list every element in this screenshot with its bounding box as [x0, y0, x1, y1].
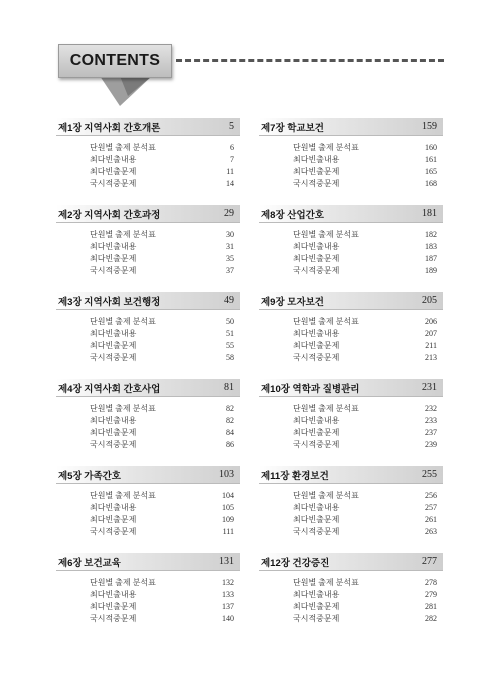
chapter-entries: [56, 141, 240, 189]
chapter-page-number: 255: [422, 469, 437, 480]
entry-label: 최다빈출문제: [293, 253, 340, 263]
entry-page-number: 239: [425, 439, 437, 449]
chapter-heading[interactable]: [56, 553, 240, 571]
toc-entry[interactable]: [259, 165, 443, 177]
entry-page-number: 257: [425, 502, 437, 512]
entry-label: 최다빈출내용: [293, 154, 340, 164]
left-column: [56, 118, 240, 640]
chapter-page-number: 277: [422, 556, 437, 567]
chapter-page-number: 29: [224, 208, 234, 219]
entry-label: 단원별 출제 분석표: [90, 490, 156, 500]
entry-page-number: 109: [222, 514, 234, 524]
entry-label: 단원별 출제 분석표: [293, 229, 359, 239]
entry-label: 단원별 출제 분석표: [293, 577, 359, 587]
entry-page-number: 281: [425, 601, 437, 611]
entry-page-number: 206: [425, 316, 437, 326]
entry-label: 국시적중문제: [293, 265, 340, 275]
entry-page-number: 213: [425, 352, 437, 362]
toc-entry[interactable]: [56, 351, 240, 363]
entry-page-number: 133: [222, 589, 234, 599]
entry-page-number: 105: [222, 502, 234, 512]
entry-page-number: 11: [226, 166, 234, 176]
toc-entry[interactable]: [259, 612, 443, 624]
entry-label: 최다빈출내용: [90, 502, 137, 512]
entry-label: 최다빈출문제: [90, 514, 137, 524]
chapter-title: 제9장 모자보건: [261, 296, 324, 308]
chapter-entries: [259, 141, 443, 189]
toc-entry[interactable]: [259, 576, 443, 588]
entry-label: 단원별 출제 분석표: [90, 403, 156, 413]
toc-entry[interactable]: [259, 153, 443, 165]
toc-entry[interactable]: [56, 438, 240, 450]
chapter-block: [56, 118, 240, 205]
toc-entry[interactable]: [56, 600, 240, 612]
toc-entry[interactable]: [56, 153, 240, 165]
entry-label: 국시적중문제: [293, 526, 340, 536]
entry-page-number: 6: [230, 142, 234, 152]
entry-label: 단원별 출제 분석표: [293, 316, 359, 326]
entry-page-number: 84: [226, 427, 234, 437]
toc-entry[interactable]: [56, 228, 240, 240]
chapter-page-number: 231: [422, 382, 437, 393]
chapter-heading[interactable]: [56, 205, 240, 223]
entry-label: 국시적중문제: [293, 439, 340, 449]
chapter-entries: [259, 576, 443, 624]
chapter-entries: [259, 228, 443, 276]
entry-page-number: 279: [425, 589, 437, 599]
chapter-page-number: 81: [224, 382, 234, 393]
entry-page-number: 168: [425, 178, 437, 188]
entry-page-number: 137: [222, 601, 234, 611]
entry-page-number: 55: [226, 340, 234, 350]
chapter-block: [56, 379, 240, 466]
entry-label: 최다빈출내용: [293, 241, 340, 251]
entry-label: 단원별 출제 분석표: [293, 403, 359, 413]
entry-label: 단원별 출제 분석표: [90, 142, 156, 152]
contents-banner: [58, 44, 172, 78]
chapter-page-number: 159: [422, 121, 437, 132]
chapter-page-number: 181: [422, 208, 437, 219]
entry-page-number: 37: [226, 265, 234, 275]
toc-entry[interactable]: [56, 141, 240, 153]
entry-page-number: 58: [226, 352, 234, 362]
chapter-block: [56, 553, 240, 640]
entry-page-number: 187: [425, 253, 437, 263]
chapter-entries: [259, 489, 443, 537]
entry-label: 국시적중문제: [293, 178, 340, 188]
chapter-page-number: 131: [219, 556, 234, 567]
toc-entry[interactable]: [56, 177, 240, 189]
toc-entry[interactable]: [56, 525, 240, 537]
entry-page-number: 30: [226, 229, 234, 239]
entry-label: 국시적중문제: [293, 352, 340, 362]
chapter-heading[interactable]: [56, 379, 240, 397]
entry-page-number: 256: [425, 490, 437, 500]
entry-label: 최다빈출내용: [90, 415, 137, 425]
toc-entry[interactable]: [259, 513, 443, 525]
toc-entry[interactable]: [56, 240, 240, 252]
entry-label: 최다빈출내용: [90, 241, 137, 251]
toc-entry[interactable]: [56, 489, 240, 501]
toc-entry[interactable]: [259, 141, 443, 153]
chapter-title: 제11장 환경보건: [261, 470, 329, 482]
toc-entry[interactable]: [56, 339, 240, 351]
chapter-title: 제12장 건강증진: [261, 557, 330, 569]
chapter-block: [259, 379, 443, 466]
entry-page-number: 35: [226, 253, 234, 263]
chapter-entries: [56, 228, 240, 276]
chapter-heading[interactable]: [259, 379, 443, 397]
toc-entry[interactable]: [259, 525, 443, 537]
entry-label: 국시적중문제: [90, 178, 137, 188]
toc-entry[interactable]: [56, 612, 240, 624]
chapter-entries: [259, 315, 443, 363]
entry-label: 국시적중문제: [90, 352, 137, 362]
toc-entry[interactable]: [259, 489, 443, 501]
toc-entry[interactable]: [259, 600, 443, 612]
toc-entry[interactable]: [56, 252, 240, 264]
entry-page-number: 282: [425, 613, 437, 623]
chapter-page-number: 103: [219, 469, 234, 480]
toc-entry[interactable]: [56, 513, 240, 525]
entry-page-number: 82: [226, 415, 234, 425]
entry-label: 단원별 출제 분석표: [90, 229, 156, 239]
toc-entry[interactable]: [56, 264, 240, 276]
chapter-title: 제8장 산업간호: [261, 209, 324, 221]
entry-page-number: 263: [425, 526, 437, 536]
chapter-entries: [259, 402, 443, 450]
entry-label: 최다빈출내용: [293, 502, 340, 512]
chapter-block: [259, 553, 443, 640]
toc-entry[interactable]: [56, 402, 240, 414]
entry-page-number: 211: [425, 340, 437, 350]
chapter-block: [56, 205, 240, 292]
entry-page-number: 182: [425, 229, 437, 239]
toc-entry[interactable]: [259, 351, 443, 363]
entry-page-number: 132: [222, 577, 234, 587]
toc-entry[interactable]: [259, 339, 443, 351]
toc-entry[interactable]: [259, 177, 443, 189]
entry-page-number: 50: [226, 316, 234, 326]
page-title: CONTENTS: [69, 52, 161, 69]
entry-page-number: 140: [222, 613, 234, 623]
entry-label: 최다빈출내용: [293, 415, 340, 425]
entry-label: 국시적중문제: [90, 526, 137, 536]
chapter-page-number: 49: [224, 295, 234, 306]
chapter-heading[interactable]: [259, 205, 443, 223]
chapter-title: 제1장 지역사회 간호개론: [58, 122, 161, 134]
entry-label: 최다빈출내용: [90, 328, 137, 338]
entry-page-number: 233: [425, 415, 437, 425]
chapter-heading[interactable]: [259, 553, 443, 571]
entry-label: 최다빈출내용: [90, 589, 137, 599]
entry-page-number: 278: [425, 577, 437, 587]
entry-label: 국시적중문제: [293, 613, 340, 623]
entry-page-number: 31: [226, 241, 234, 251]
entry-page-number: 14: [226, 178, 234, 188]
toc-entry[interactable]: [259, 414, 443, 426]
chapter-entries: [56, 576, 240, 624]
entry-label: 최다빈출문제: [90, 427, 137, 437]
entry-label: 최다빈출문제: [293, 601, 340, 611]
entry-page-number: 104: [222, 490, 234, 500]
toc-entry[interactable]: [56, 414, 240, 426]
right-column: [259, 118, 443, 640]
toc-entry[interactable]: [259, 228, 443, 240]
entry-page-number: 51: [226, 328, 234, 338]
entry-label: 단원별 출제 분석표: [293, 142, 359, 152]
toc-entry[interactable]: [56, 588, 240, 600]
toc-entry[interactable]: [259, 426, 443, 438]
entry-label: 단원별 출제 분석표: [90, 577, 156, 587]
chapter-heading[interactable]: [259, 118, 443, 136]
toc-entry[interactable]: [56, 327, 240, 339]
toc-entry[interactable]: [259, 438, 443, 450]
chapter-entries: [56, 402, 240, 450]
entry-page-number: 207: [425, 328, 437, 338]
toc-entry[interactable]: [259, 264, 443, 276]
entry-label: 최다빈출문제: [90, 253, 137, 263]
toc-entry[interactable]: [259, 315, 443, 327]
entry-page-number: 86: [226, 439, 234, 449]
entry-label: 최다빈출내용: [293, 589, 340, 599]
toc-entry[interactable]: [56, 315, 240, 327]
toc-entry[interactable]: [56, 165, 240, 177]
chapter-page-number: 5: [229, 121, 234, 132]
chapter-title: 제4장 지역사회 간호사업: [58, 383, 161, 395]
toc-entry[interactable]: [56, 576, 240, 588]
toc-entry[interactable]: [56, 426, 240, 438]
chapter-title: 제6장 보건교육: [58, 557, 121, 569]
entry-page-number: 82: [226, 403, 234, 413]
chapter-title: 제5장 가족간호: [58, 470, 121, 482]
toc-entry[interactable]: [259, 501, 443, 513]
entry-page-number: 232: [425, 403, 437, 413]
entry-page-number: 237: [425, 427, 437, 437]
chapter-heading[interactable]: [259, 292, 443, 310]
entry-label: 국시적중문제: [90, 439, 137, 449]
entry-label: 최다빈출문제: [293, 427, 340, 437]
entry-label: 최다빈출문제: [90, 601, 137, 611]
chapter-title: 제3장 지역사회 보건행정: [58, 296, 161, 308]
toc-entry[interactable]: [259, 402, 443, 414]
chapter-block: [259, 466, 443, 553]
toc-entry[interactable]: [259, 252, 443, 264]
chapter-entries: [56, 489, 240, 537]
chapter-heading[interactable]: [56, 292, 240, 310]
chapter-page-number: 205: [422, 295, 437, 306]
chapter-block: [259, 292, 443, 379]
entry-label: 최다빈출문제: [90, 340, 137, 350]
entry-label: 국시적중문제: [90, 265, 137, 275]
chapter-title: 제2장 지역사회 간호과정: [58, 209, 161, 221]
entry-label: 국시적중문제: [90, 613, 137, 623]
chapter-heading[interactable]: [56, 466, 240, 484]
entry-label: 최다빈출문제: [293, 166, 340, 176]
entry-label: 최다빈출문제: [293, 340, 340, 350]
entry-page-number: 189: [425, 265, 437, 275]
entry-label: 단원별 출제 분석표: [293, 490, 359, 500]
entry-label: 최다빈출내용: [293, 328, 340, 338]
header-dashed-line: [176, 59, 444, 62]
entry-page-number: 183: [425, 241, 437, 251]
toc-entry[interactable]: [259, 327, 443, 339]
entry-label: 최다빈출문제: [90, 166, 137, 176]
toc-entry[interactable]: [56, 501, 240, 513]
chapter-title: 제7장 학교보건: [261, 122, 324, 134]
chapter-heading[interactable]: [259, 466, 443, 484]
toc-entry[interactable]: [259, 588, 443, 600]
entry-label: 단원별 출제 분석표: [90, 316, 156, 326]
entry-page-number: 261: [425, 514, 437, 524]
entry-page-number: 160: [425, 142, 437, 152]
entry-page-number: 111: [222, 526, 234, 536]
chapter-block: [56, 466, 240, 553]
entry-page-number: 161: [425, 154, 437, 164]
entry-label: 최다빈출문제: [293, 514, 340, 524]
chapter-block: [259, 205, 443, 292]
chapter-block: [259, 118, 443, 205]
entry-label: 최다빈출내용: [90, 154, 137, 164]
entry-page-number: 7: [230, 154, 234, 164]
chapter-block: [56, 292, 240, 379]
chapter-entries: [56, 315, 240, 363]
chapter-title: 제10장 역학과 질병관리: [261, 383, 360, 395]
chapter-heading[interactable]: [56, 118, 240, 136]
entry-page-number: 165: [425, 166, 437, 176]
toc-entry[interactable]: [259, 240, 443, 252]
